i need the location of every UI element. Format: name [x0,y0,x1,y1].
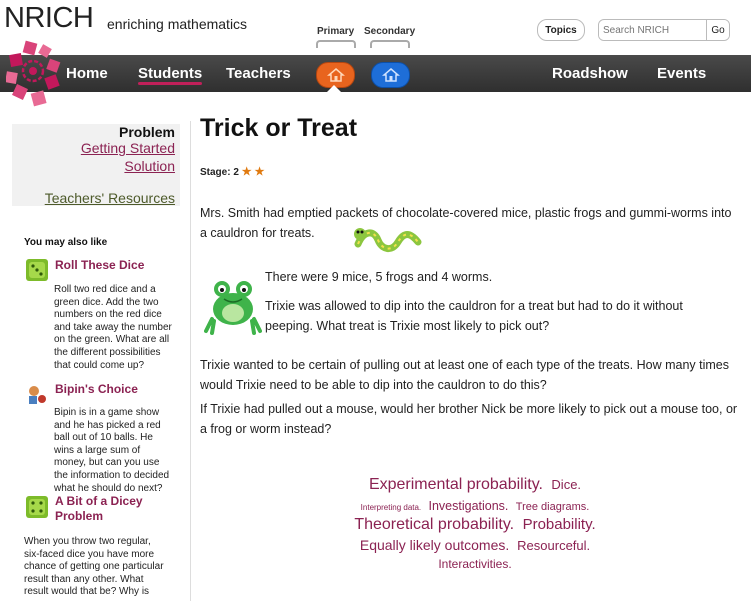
problem-nav-panel [12,124,180,206]
game-show-icon[interactable] [26,384,48,406]
tag-cloud-row-1 [330,476,620,494]
tag-tree-diagrams[interactable]: Tree diagrams. [515,501,590,513]
tag-cloud-row-4 [330,537,620,553]
teachers-resources-link[interactable]: Teachers' Resources [44,190,175,206]
tag-cloud-row-2 [330,499,620,513]
paragraph-question-1: Trixie was allowed to dip into the cauldron for a treat but had to do it without peeping. What treat is Trixie most likely to pick out? [265,299,683,333]
tag-experimental-probability[interactable]: Experimental probability. [368,476,543,493]
rec-title-bipins-choice[interactable]: Bipin's Choice [55,382,138,396]
getting-started-link[interactable]: Getting Started [80,140,175,156]
rec-desc-roll-these-dice: Roll two red dice and a green dice. Add the two numbers on the red dice and take away the number on the green. What are all the different possibilities that could come up? [54,284,172,371]
primary-label[interactable]: Primary [317,26,355,37]
nav-home[interactable]: Home [66,65,108,82]
tag-dice[interactable]: Dice. [551,477,582,492]
dice-icon[interactable] [26,496,48,518]
paragraph-question-3: If Trixie had pulled out a mouse, would her brother Nick be more likely to pick out a mouse too, or a frog or worm instead? [200,402,738,436]
house-icon [327,67,345,83]
also-like-heading: You may also like [24,237,108,248]
search-input[interactable] [599,22,709,40]
primary-bracket [316,40,356,48]
search-box [598,19,730,41]
rec-desc-dicey-problem: When you throw two regular, six-faced dice you have more chance of getting one particular result than any other. What result would that be? Why is [24,536,164,598]
tag-theoretical-probability[interactable]: Theoretical probability. [354,516,515,533]
nrich-logo-text[interactable]: NRICH [4,2,94,34]
tag-cloud-row-5 [330,557,620,571]
tag-equally-likely[interactable]: Equally likely outcomes. [359,537,510,553]
solution-link[interactable]: Solution [124,158,175,174]
tag-resourceful[interactable]: Resourceful. [517,538,591,553]
tag-cloud-row-3 [330,516,620,534]
stage-label: Stage: 2 [200,167,239,178]
worm-icon [352,222,422,258]
rec-title-dicey-problem[interactable]: A Bit of a Dicey Problem [55,494,143,523]
page-title: Trick or Treat [200,114,358,142]
problem-tab[interactable]: Problem [118,124,175,140]
topics-button[interactable]: Topics [537,19,585,41]
rec-desc-bipins-choice: Bipin is in a game show and he has picked a red ball out of 10 balls. He wins a large sum of money, but can you use the information to decided what he should do next? [54,407,170,494]
nav-teachers[interactable]: Teachers [226,65,291,82]
secondary-home-button[interactable] [371,62,410,88]
tag-investigations[interactable]: Investigations. [428,499,509,513]
dice-icon[interactable] [26,259,48,281]
nav-students[interactable]: Students [138,55,202,92]
tag-interactivities[interactable]: Interactivities. [438,557,512,571]
secondary-bracket [370,40,410,48]
paragraph-intro: Mrs. Smith had emptied packets of chocolate-covered mice, plastic frogs and gummi-worms into a cauldron for treats. [200,206,732,240]
nrich-logo-icon[interactable] [6,40,64,112]
secondary-label[interactable]: Secondary [364,26,416,37]
house-icon [382,67,400,83]
frog-icon [204,275,262,335]
tag-interpreting-data[interactable]: Interpreting data. [360,503,422,512]
column-divider [190,121,191,601]
stage-indicator [200,165,264,178]
tag-probability[interactable]: Probability. [522,516,596,533]
nav-pointer [327,85,341,92]
nav-events[interactable]: Events [657,65,707,82]
tagline: enriching mathematics [107,16,248,32]
rec-title-roll-these-dice[interactable]: Roll These Dice [55,258,145,272]
paragraph-question-2: Trixie wanted to be certain of pulling out at least one of each type of the treats. How many times would Trixie need to be able to dip into the cauldron to do this? [200,358,729,392]
nav-roadshow[interactable]: Roadshow [552,65,628,82]
paragraph-counts: There were 9 mice, 5 frogs and 4 worms. [265,270,493,284]
go-button[interactable]: Go [706,20,729,40]
star-icon: ★ ★ [241,166,265,178]
